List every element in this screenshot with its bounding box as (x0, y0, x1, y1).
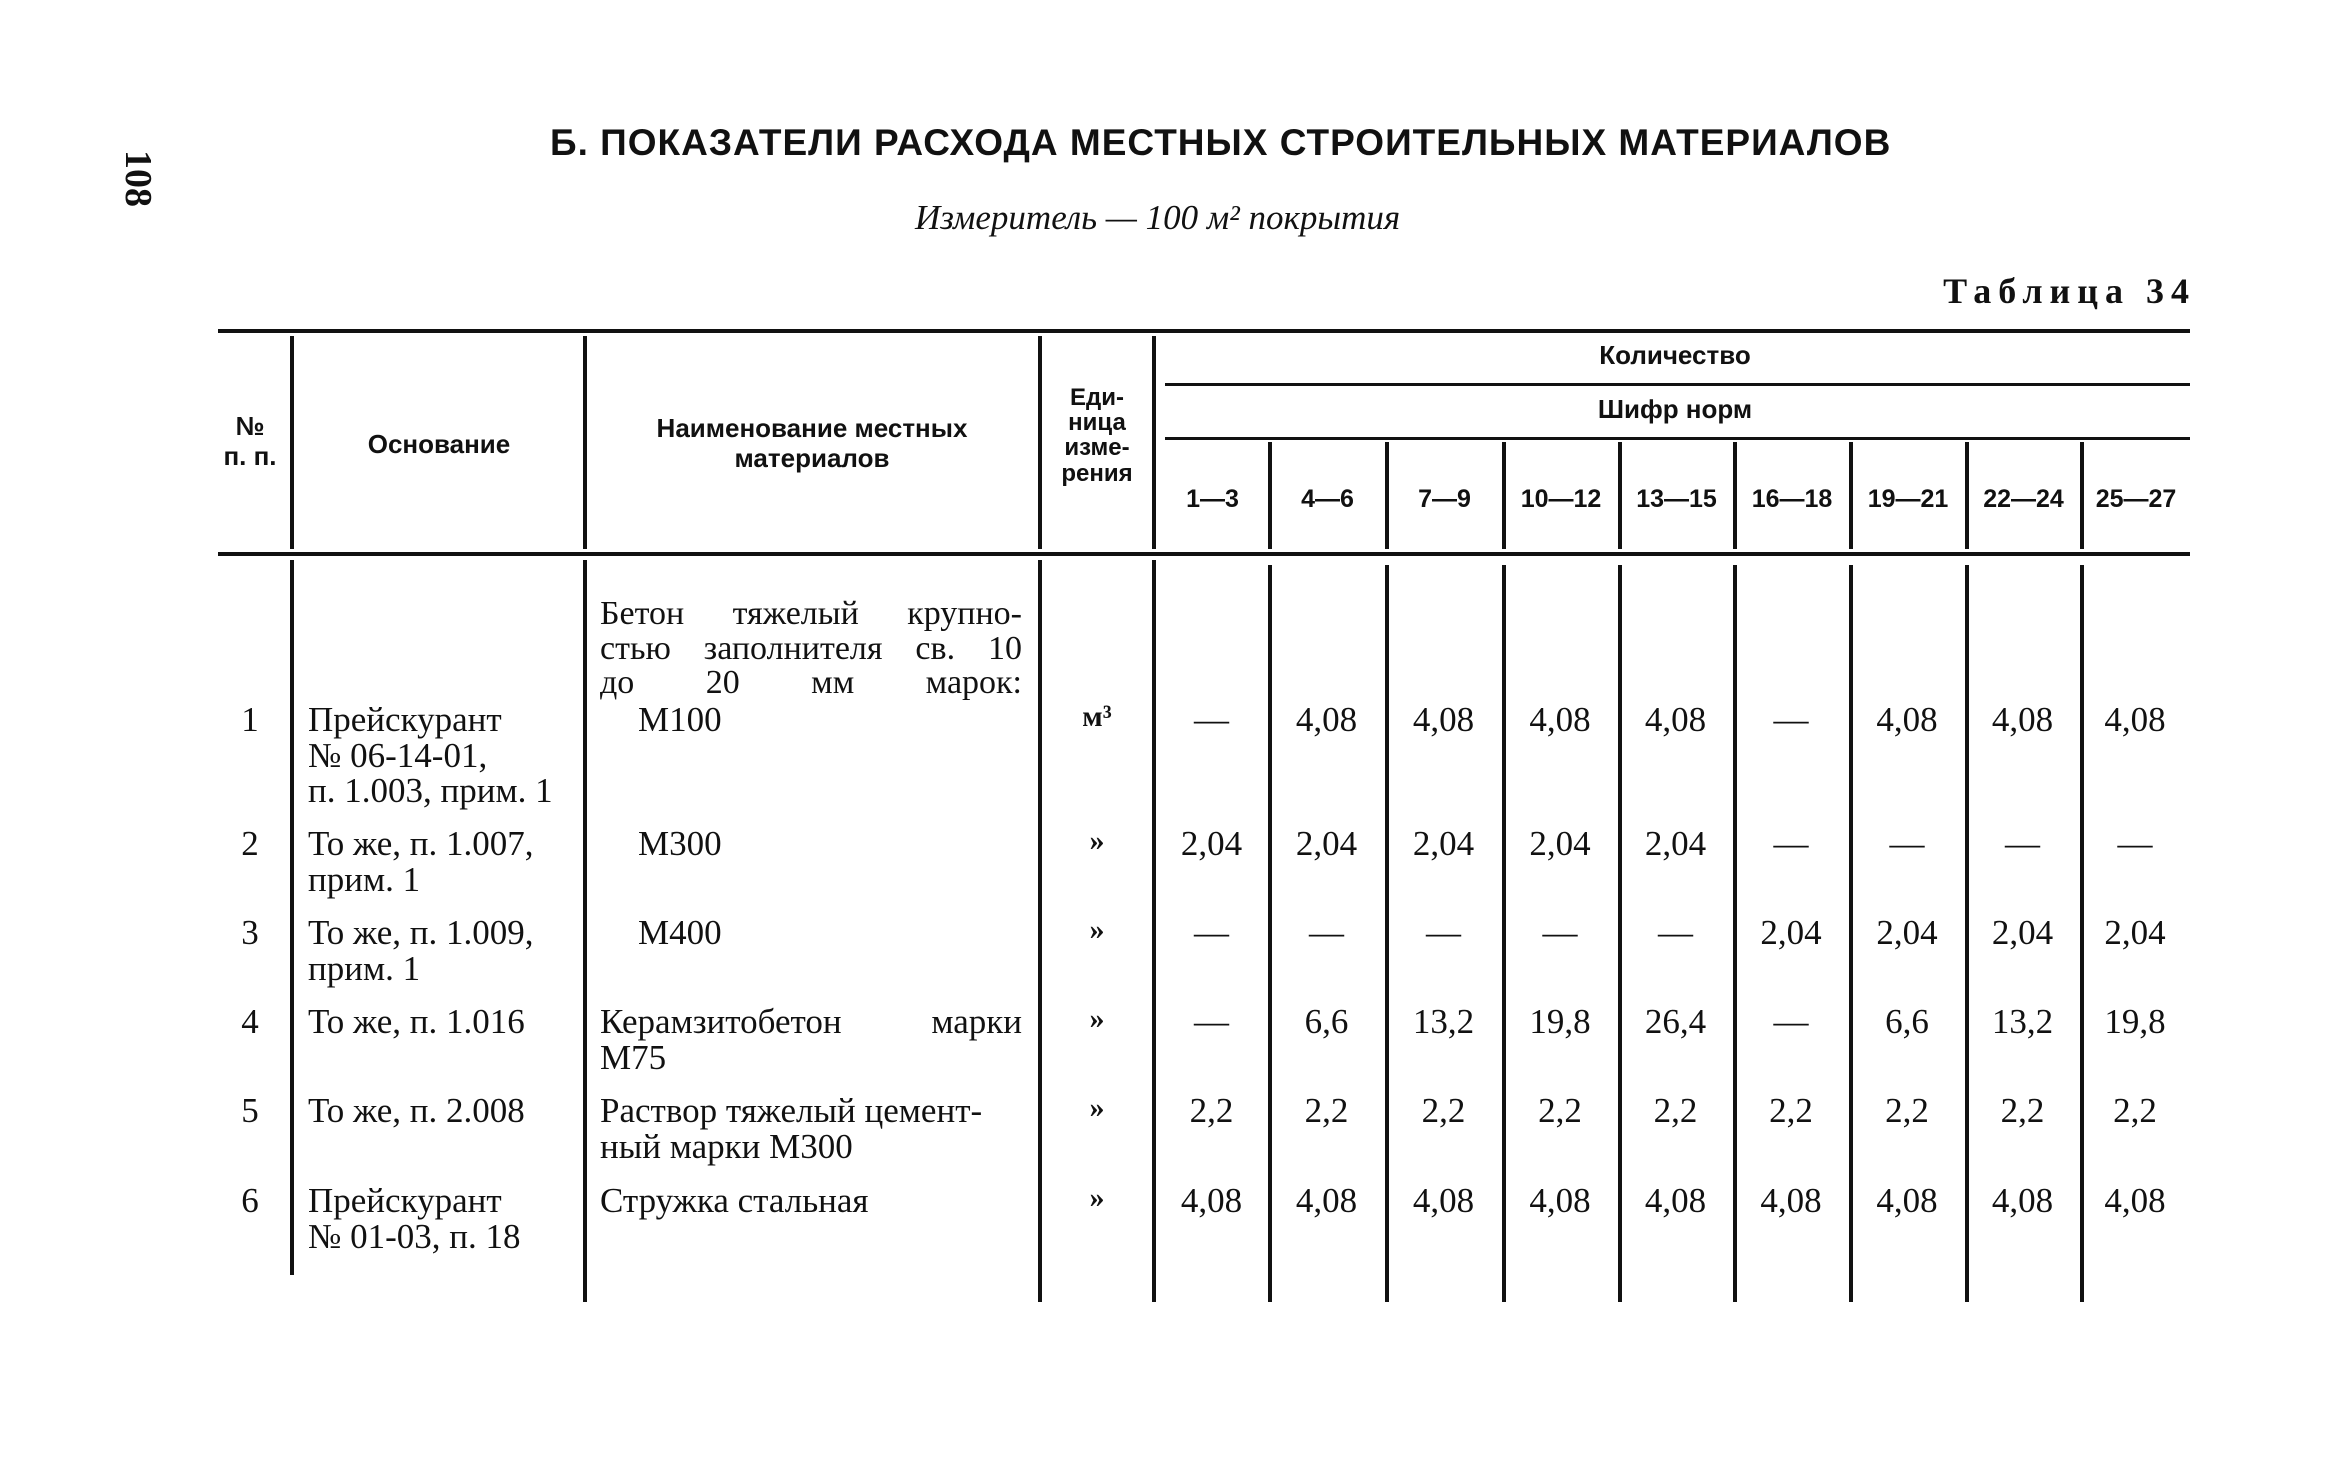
body-divider (1038, 560, 1042, 1302)
table-top-rule (218, 329, 2190, 333)
row-value: 4,08 (1295, 1181, 1358, 1220)
header-cipher-col: 7—9 (1418, 485, 1471, 513)
header-divider (290, 336, 294, 549)
row-value: 6,6 (1304, 1002, 1349, 1041)
row-value: — (2117, 824, 2153, 863)
cipher-rule (1165, 437, 2190, 440)
header-unit (1044, 385, 1150, 486)
header-material-line: Наименование местных (656, 413, 968, 443)
header-divider (1502, 442, 1506, 549)
row-value: 4,08 (2104, 700, 2166, 739)
header-divider (1038, 336, 1042, 549)
page-number: 108 (117, 150, 159, 207)
row-basis-line: п. 1.003, прим. 1 (308, 771, 553, 811)
row-material-line: Раствор тяжелый цемент- (600, 1091, 983, 1130)
row-material-line: М400 (638, 913, 722, 952)
header-cipher-col: 13—15 (1636, 485, 1717, 513)
page-subtitle: Измеритель — 100 м² покрытия (915, 198, 1401, 237)
row-value: — (1426, 913, 1461, 952)
row-value: 6,6 (1885, 1002, 1929, 1041)
row-value: 2,2 (1538, 1091, 1582, 1130)
header-divider (1385, 442, 1389, 549)
row-material (638, 702, 1018, 738)
row-basis (308, 826, 576, 897)
row-value: 19,8 (2104, 1002, 2166, 1041)
row-value: 2,2 (1885, 1091, 1929, 1130)
header-basis: Основание (367, 429, 511, 459)
row-value: — (1542, 913, 1578, 952)
header-divider (1965, 442, 1969, 549)
header-number-line: п. п. (223, 440, 277, 471)
row-value: 2,04 (1760, 913, 1822, 952)
quantity-rule (1165, 383, 2190, 386)
row-value: 4,08 (1760, 1181, 1822, 1220)
row-value: 2,04 (1991, 913, 2054, 952)
row-number: 1 (241, 700, 259, 739)
header-divider (1268, 442, 1272, 549)
header-unit-line: Еди- (1070, 384, 1124, 411)
row-basis-line: Прейскурант (308, 1181, 502, 1220)
row-material (600, 1093, 1022, 1164)
row-material-line: М100 (638, 700, 722, 739)
row-value: 2,2 (1189, 1091, 1234, 1130)
header-cipher-col: 25—27 (2095, 485, 2177, 513)
row-value: 2,2 (1421, 1091, 1466, 1130)
row-material-line: М75 (600, 1037, 667, 1077)
row-unit: » (1089, 824, 1105, 857)
row-value: 4,08 (1180, 1181, 1243, 1220)
header-cipher-col: 1—3 (1186, 485, 1239, 513)
table-label: Таблица 34 (1943, 271, 2196, 311)
row-basis-line: прим. 1 (308, 948, 421, 988)
row-value: — (1194, 913, 1229, 952)
row-value: 13,2 (1991, 1002, 2054, 1041)
row-basis-line: То же, п. 1.007, (308, 824, 534, 863)
header-material-line: материалов (734, 442, 890, 473)
header-divider (1849, 442, 1853, 549)
header-number (215, 412, 285, 472)
row-value: 4,08 (2104, 1181, 2166, 1220)
row-value: — (1773, 1002, 1809, 1041)
header-cipher-col: 19—21 (1867, 485, 1949, 513)
row-number: 4 (241, 1002, 259, 1041)
row-material-line: М300 (638, 824, 722, 863)
row-value: 4,08 (1991, 1181, 2054, 1220)
row-value: 2,2 (2000, 1091, 2045, 1130)
row-value: — (1773, 824, 1809, 863)
row-material-line: Керамзитобетон марки (600, 1002, 1022, 1041)
header-cipher: Шифр норм (1597, 394, 1753, 424)
header-unit-line: изме- (1064, 434, 1130, 462)
header-divider (1733, 442, 1737, 549)
row-value: — (1194, 700, 1229, 739)
header-cipher-col: 16—18 (1751, 485, 1833, 513)
row-value: — (1309, 913, 1344, 952)
row-basis-line: То же, п. 2.008 (308, 1091, 525, 1130)
body-divider (290, 560, 294, 1275)
material-group-heading (600, 597, 1022, 701)
row-value: 2,04 (1529, 824, 1591, 863)
row-value: 4,08 (1991, 700, 2054, 739)
row-value: 2,2 (1304, 1091, 1349, 1130)
row-value: 4,08 (1876, 700, 1938, 739)
row-value: — (1889, 824, 1925, 863)
header-divider (2080, 442, 2084, 549)
row-value: 4,08 (1412, 700, 1475, 739)
row-value: 4,08 (1876, 1181, 1938, 1220)
body-divider (583, 560, 587, 1302)
row-number: 6 (241, 1181, 259, 1220)
material-group-heading-line: до 20 мм марок: (600, 664, 1022, 702)
header-quantity: Количество (1599, 340, 1751, 370)
row-value: 4,08 (1644, 700, 1707, 739)
row-value: 2,2 (2113, 1091, 2157, 1130)
row-basis (308, 915, 576, 986)
material-group-heading-line: Бетон тяжелый крупно- (600, 595, 1022, 632)
header-number-line: № (235, 411, 265, 441)
row-value: 13,2 (1412, 1002, 1475, 1041)
row-value: — (1773, 700, 1809, 739)
row-material (638, 915, 1018, 951)
row-basis-line: прим. 1 (308, 859, 421, 899)
row-value: — (1194, 1002, 1229, 1041)
row-basis-line: То же, п. 1.009, (308, 913, 534, 952)
header-divider (1618, 442, 1622, 549)
row-material (600, 1004, 1022, 1075)
header-divider (1152, 336, 1156, 549)
row-number: 3 (241, 913, 259, 952)
header-material (592, 414, 1032, 474)
row-basis (308, 1183, 576, 1254)
row-basis (308, 1093, 576, 1129)
row-value: 26,4 (1644, 1002, 1707, 1041)
row-unit: » (1089, 913, 1105, 946)
row-number: 5 (241, 1091, 259, 1130)
row-value: 2,2 (1653, 1091, 1698, 1130)
row-basis-line: То же, п. 1.016 (308, 1002, 525, 1041)
header-unit-line: ница (1068, 409, 1126, 437)
row-value: 4,08 (1295, 700, 1358, 739)
header-unit-line: рения (1061, 459, 1133, 487)
row-value: 2,2 (1769, 1091, 1813, 1130)
row-value: 2,04 (1876, 913, 1938, 952)
row-material (600, 1183, 980, 1219)
row-material-line: ный марки М300 (600, 1126, 853, 1166)
page-title: Б. ПОКАЗАТЕЛИ РАСХОДА МЕСТНЫХ СТРОИТЕЛЬНЫХ МАТЕРИАЛОВ (550, 122, 1892, 163)
body-divider (1152, 560, 1156, 1302)
row-value: — (1658, 913, 1693, 952)
row-material (638, 826, 1018, 862)
header-cipher-col: 22—24 (1983, 485, 2064, 513)
row-value: 2,04 (1412, 824, 1475, 863)
row-basis-line: № 01-03, п. 18 (308, 1216, 521, 1256)
row-value: 19,8 (1529, 1002, 1591, 1041)
row-value: 4,08 (1644, 1181, 1707, 1220)
row-value: 4,08 (1412, 1181, 1475, 1220)
header-bottom-rule (218, 552, 2190, 556)
row-value: — (2005, 824, 2040, 863)
row-basis-line: № 06-14-01, (308, 735, 488, 775)
row-unit: » (1089, 1091, 1105, 1124)
row-value: 2,04 (1180, 824, 1243, 863)
row-value: 4,08 (1529, 1181, 1591, 1220)
row-basis (308, 702, 576, 809)
header-divider (583, 336, 587, 549)
row-value: 2,04 (1295, 824, 1358, 863)
row-number: 2 (241, 824, 259, 863)
row-unit: » (1089, 1002, 1105, 1035)
row-material-line: Стружка стальная (600, 1181, 869, 1220)
row-value: 2,04 (2104, 913, 2166, 952)
row-unit: м³ (1082, 700, 1112, 733)
row-basis-line: Прейскурант (308, 700, 502, 739)
header-cipher-col: 10—12 (1520, 485, 1602, 513)
row-value: 2,04 (1644, 824, 1707, 863)
row-value: 4,08 (1529, 700, 1591, 739)
row-basis (308, 1004, 576, 1040)
row-unit: » (1089, 1181, 1105, 1214)
material-group-heading-line: стью заполнителя св. 10 (600, 629, 1022, 667)
header-cipher-col: 4—6 (1301, 485, 1354, 513)
